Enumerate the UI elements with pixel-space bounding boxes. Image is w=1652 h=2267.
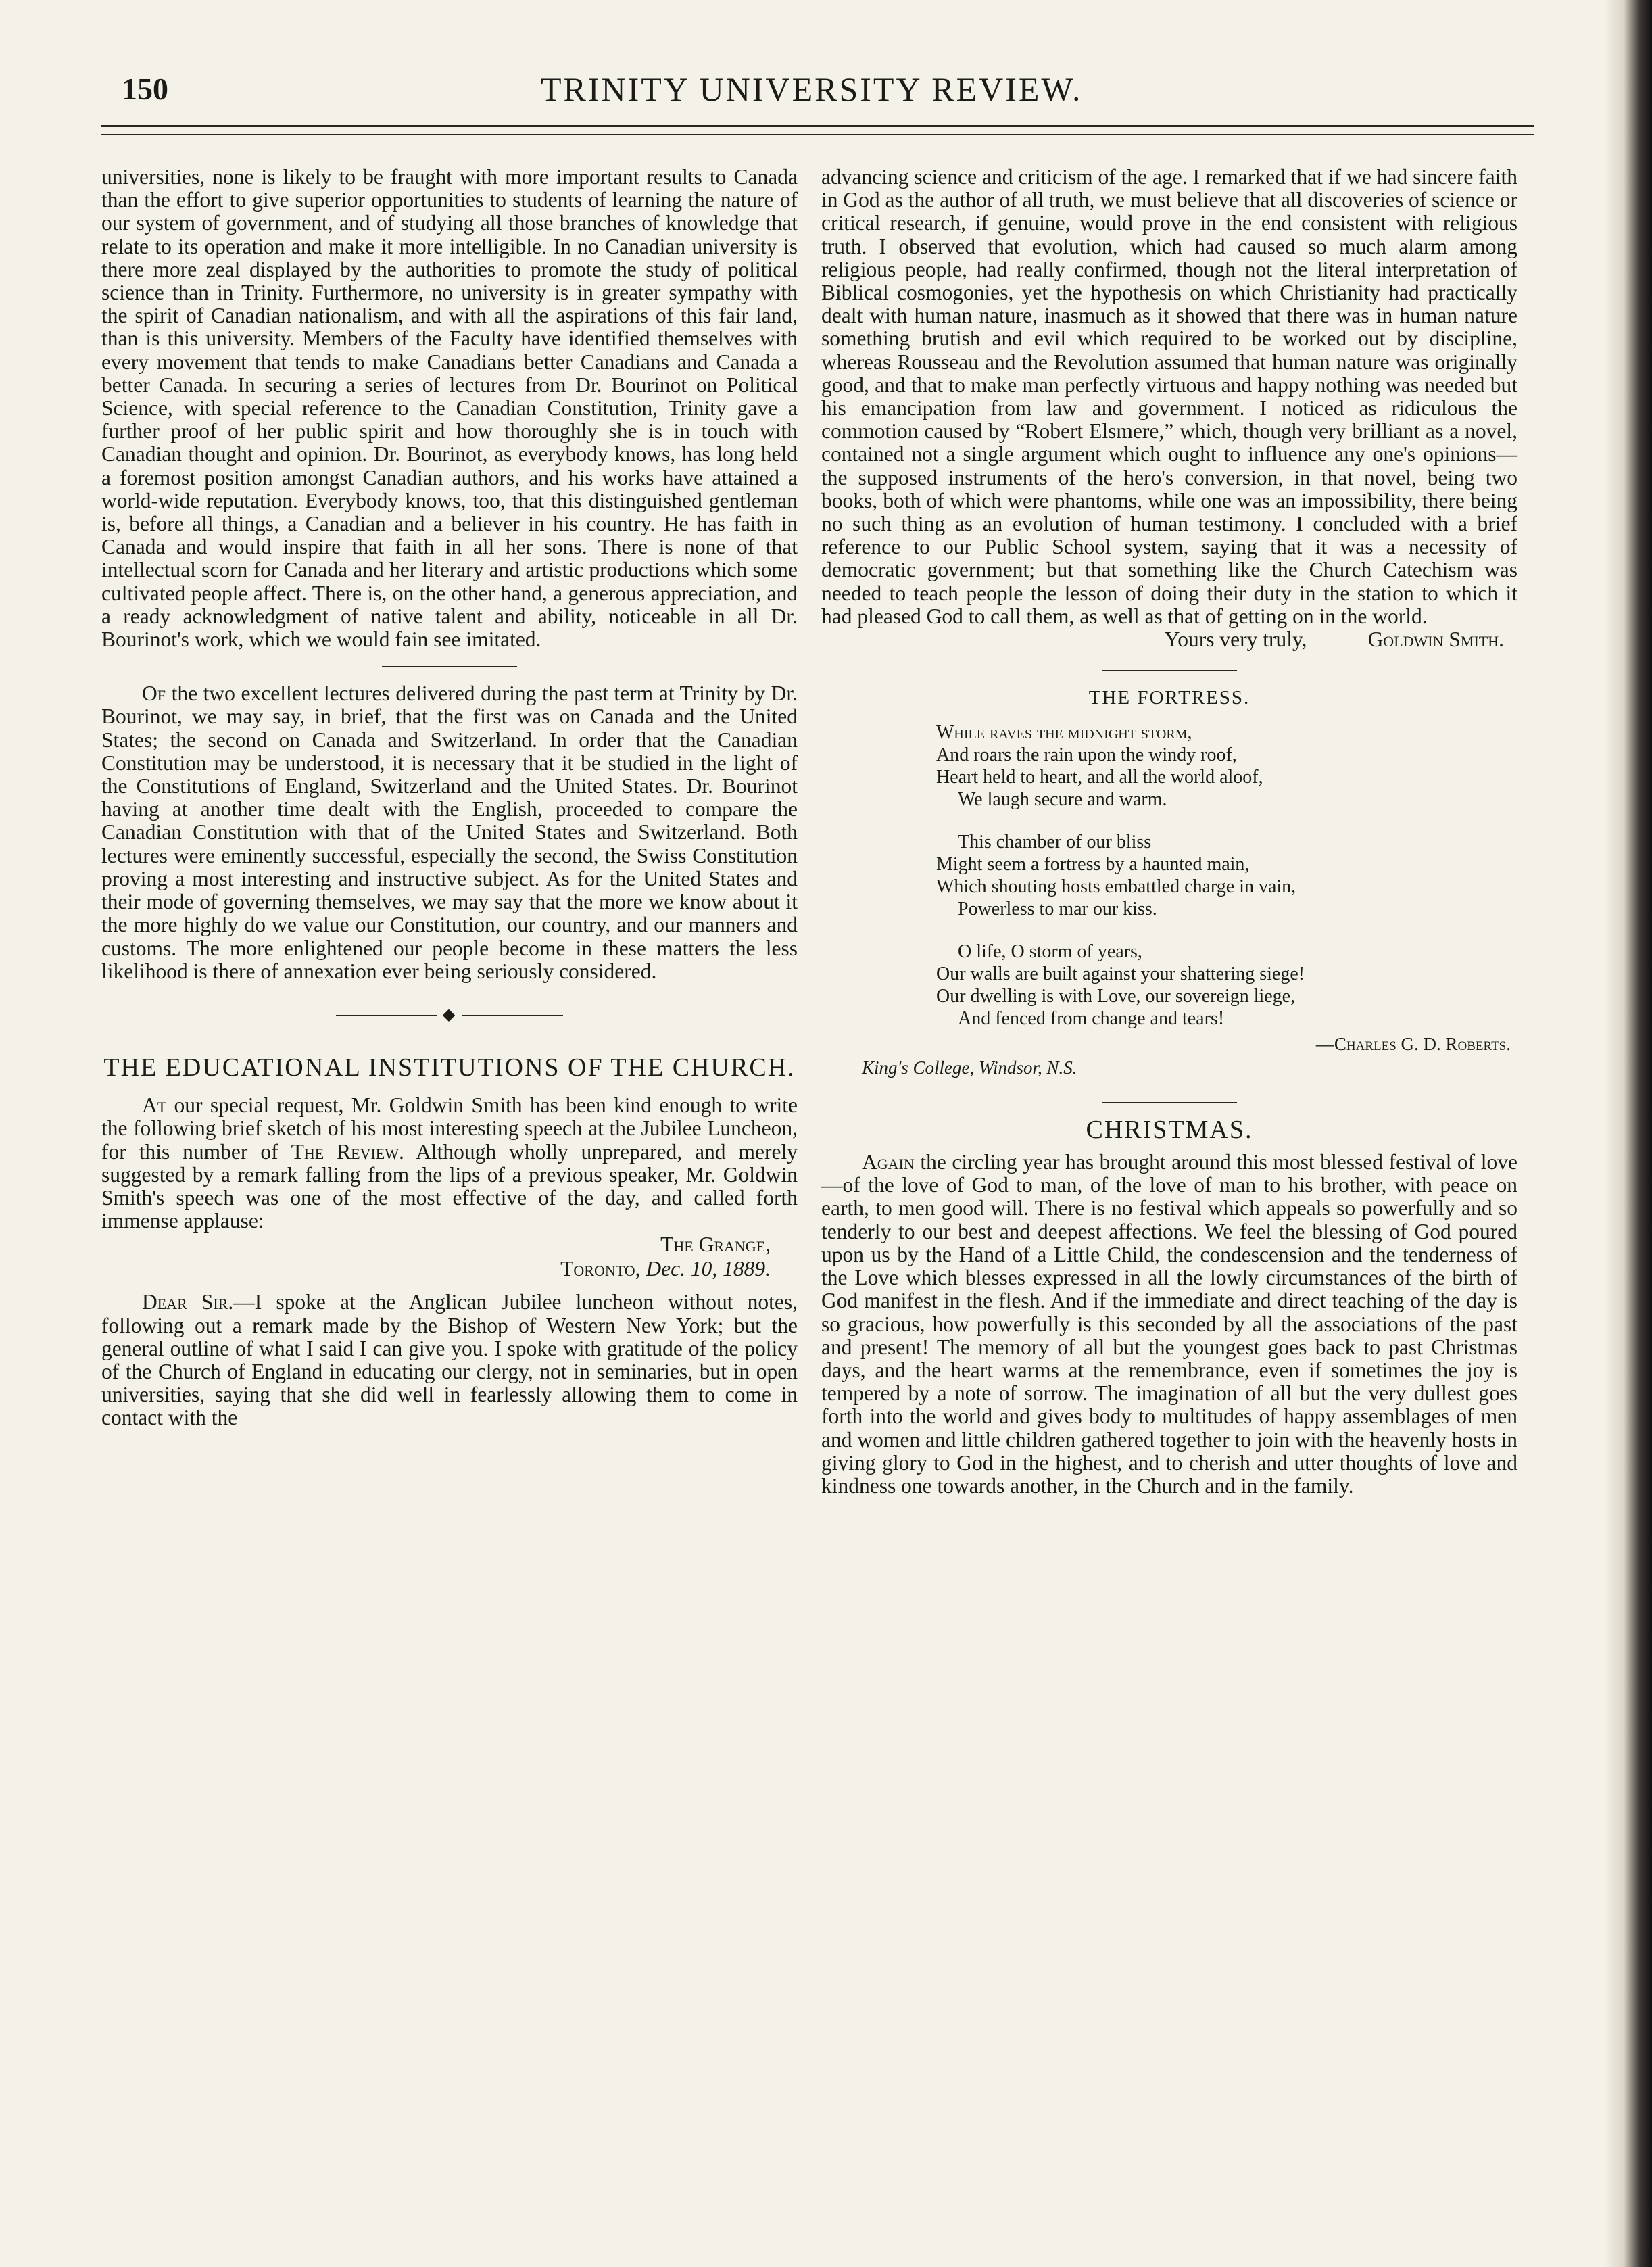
left-paragraph-3	[101, 1094, 798, 1233]
stanza-2	[936, 831, 1517, 920]
poem-title: THE FORTRESS.	[1088, 687, 1250, 709]
christmas-divider	[1102, 1102, 1237, 1103]
header-rule	[101, 125, 1534, 135]
review-title: The Review	[291, 1139, 399, 1164]
poem-line: Our dwelling is with Love, our sovereign liege,	[936, 986, 1296, 1007]
right-paragraph-1: advancing science and criticism of the age. I remarked that if we had sincere faith in God as the author of all truth, we must believe that all discoveries of science or critical research, if genuine, would prove in the end consistent with religious truth. I observed that evolution, which had caused so much alarm among religious people, had really confirmed, though not the literal interpretation of Biblical cosmogonies, yet the hypothesis on which Christianity had practically dealt with human nature, inasmuch as it showed that there was in human nature something brutish and evil which required to be worked out by discipline, whereas Rousseau and the Revolution assumed that human nature was originally good, and that to make man perfectly virtuous and happy nothing was needed but his emancipation from law and government. I noticed as ridiculous the commotion caused by “Robert Elsmere,” which, though very brilliant as a novel, contained not a single argument which ought to influence any one's opinions—the supposed instruments of the hero's conversion, in that novel, being two books, both of which were phantoms, while one was an impossibility, there being no such thing as an evolution of human testimony. I concluded with a brief reference to our Public School system, saying that it was a necessity of democratic government; but that something like the Church Catechism was needed to teach people the lesson of doing their duty in the station to which it had pleased God to call them, as well as that of getting on in the world.	[821, 165, 1517, 628]
poem-author: —Charles G. D. Roberts.	[1315, 1034, 1511, 1055]
closing: Yours very truly,	[1164, 627, 1307, 652]
poem	[936, 721, 1517, 1030]
section-divider	[382, 666, 517, 667]
paragraph-text: . Although wholly unprepared, and merely suggested by a remark falling from the lips of a previous speaker, Mr. Goldwin Smith's speech was one of the most effective of the day, and called forth immense applause:	[101, 1139, 798, 1233]
page-number: 150	[122, 72, 168, 106]
letter-dateline	[101, 1257, 771, 1281]
poem-line: Which shouting hosts embattled charge in vain,	[936, 876, 1296, 898]
paragraph-text: the circling year has brought around this most blessed festival of love—of the love of God to man, of the love of man to his brother, with peace on earth, to men good will. There is no festival which appeals so powerfully and so tenderly to our best and deepest affections. We feel the blessing of God poured upon us by the Hand of a Little Child, the condescension and the tenderness of the Love which blesses expressed in all the lowly circumstances of the birth of God manifest in the flesh. And if the immediate and direct teaching of the day is so gracious, how powerfully is this seconded by all the associations of the past and present! The memory of all but the youngest goes back to past Christmas days, and the heart warms at the remembrance, even if sometimes the joy is tempered by a note of sorrow. The imagination of all but the very dullest goes forth into the world and gives body to multitudes of happy assemblages of men and women and little children gathered together to join with the heavenly hosts in giving glory to God in the highest, and to cherish and utter thoughts of love and kindness one towards another, in the Church and in the family.	[821, 1150, 1517, 1498]
letter-place: The Grange,	[660, 1233, 771, 1257]
poem-line: Might seem a fortress by a haunted main,	[936, 854, 1250, 876]
poem-place: King's College, Windsor, N.S.	[862, 1057, 1077, 1078]
dropcap-word: Again	[862, 1150, 915, 1174]
poem-line: Heart held to heart, and all the world aloof,	[936, 767, 1263, 788]
poem-line: O life, O storm of years,	[958, 941, 1142, 963]
poem-line: Our walls are built against your shattering siege!	[936, 963, 1305, 985]
christmas-title: CHRISTMAS.	[1086, 1115, 1253, 1144]
left-paragraph-4	[101, 1291, 798, 1429]
letter-date: Dec. 10, 1889.	[646, 1257, 771, 1281]
paragraph-text: —I spoke at the Anglican Jubilee luncheon without notes, following out a remark made by the Bishop of Western New York; but the general outline of what I said I can give you. I spoke with gratitude of the policy of the Church of England in educating our clergy, not in seminaries, but in open universities, saying that she did well in fearlessly allowing them to come in contact with the	[101, 1290, 798, 1430]
stanza-1	[936, 721, 1517, 811]
page-header	[101, 64, 1501, 118]
section-title: THE EDUCATIONAL INSTITUTIONS OF THE CHURCH.	[103, 1053, 796, 1082]
poem-line: Powerless to mar our kiss.	[958, 899, 1157, 920]
dropcap-word: At	[142, 1093, 167, 1118]
letter-heading	[101, 1233, 771, 1281]
right-column	[821, 166, 1517, 1498]
signature: Goldwin Smith.	[1367, 627, 1504, 652]
poem-line: While raves the midnight storm,	[936, 722, 1192, 744]
poem-line: And fenced from change and tears!	[958, 1008, 1225, 1030]
salutation: Dear Sir.	[142, 1290, 234, 1314]
page-edge-shadow	[1605, 0, 1652, 2267]
stanza-3	[936, 940, 1517, 1030]
left-paragraph-1: universities, none is likely to be fraught with more important results to Canada than the effort to give superior opportunities to students of learning the nature of our system of government, and of studying all those branches of knowledge that relate to its operation and make it more intelligible. In no Canadian university is there more zeal displayed by the authorities to promote the study of political science than in Trinity. Furthermore, no university is in greater sympathy with the spirit of Canadian nationalism, and with all the aspirations of this fair land, than is this university. Members of the Faculty have identified themselves with every movement that tends to make Canadians better Canadians and Canada a better Canada. In securing a series of lectures from Dr. Bourinot on Political Science, with special reference to the Canadian Constitution, Trinity gave a further proof of her public spirit and how thoroughly she is in touch with Canadian thought and opinion. Dr. Bourinot, as everybody knows, has long held a foremost position amongst Canadian authors, and his works have attained a world-wide reputation. Everybody knows, too, that this distinguished gentleman is, before all things, a Canadian and a believer in his country. He has faith in Canada and would inspire that faith in all her sons. There is none of that intellectual scorn for Canada and her literary and artistic productions which some cultivated people affect. There is, on the other hand, a generous appreciation, and a ready acknowledgment of native talent and ability, noticeable in all Dr. Bourinot's work, which we would fain see imitated.	[101, 165, 798, 652]
left-paragraph-2	[101, 682, 798, 983]
right-paragraph-2	[821, 1151, 1517, 1498]
poem-divider	[1102, 670, 1237, 671]
poem-line: And roars the rain upon the windy roof,	[936, 744, 1237, 766]
dropcap-word: Of	[142, 682, 166, 706]
running-title: TRINITY UNIVERSITY REVIEW.	[541, 70, 1083, 108]
letter-signoff	[821, 628, 1504, 651]
left-column	[101, 166, 798, 1430]
poem-line: We laugh secure and warm.	[958, 789, 1167, 811]
paragraph-text: our special request, Mr. Goldwin Smith has been kind enough to write the following brief sketch of his most interesting speech at the Jubilee Luncheon, for this number of	[101, 1093, 798, 1164]
poem-line: This chamber of our bliss	[958, 832, 1152, 853]
paragraph-text: the two excellent lectures delivered during the past term at Trinity by Dr. Bourinot, we may say, in brief, that the first was on Canada and the United States; the second on Canada and Switzerland. In order that the Canadian Constitution may be understood, it is necessary that it be studied in the light of the Constitutions of England, Switzerland and the United States. Dr. Bourinot having at another time dealt with the English, proceeded to compare the Canadian Constitution with that of the United States and Switzerland. Both lectures were eminently successful, especially the second, the Swiss Constitution proving a most interesting and instructive subject. As for the United States and their mode of governing themselves, we may say that the more we know about it the more highly do we value our Constitution, our country, and our manners and customs. The more enlightened our people become in these matters the less likelihood is there of annexation ever being seriously considered.	[101, 682, 798, 983]
letter-city: Toronto,	[560, 1257, 641, 1281]
ornament-divider: ◆	[101, 1003, 798, 1026]
